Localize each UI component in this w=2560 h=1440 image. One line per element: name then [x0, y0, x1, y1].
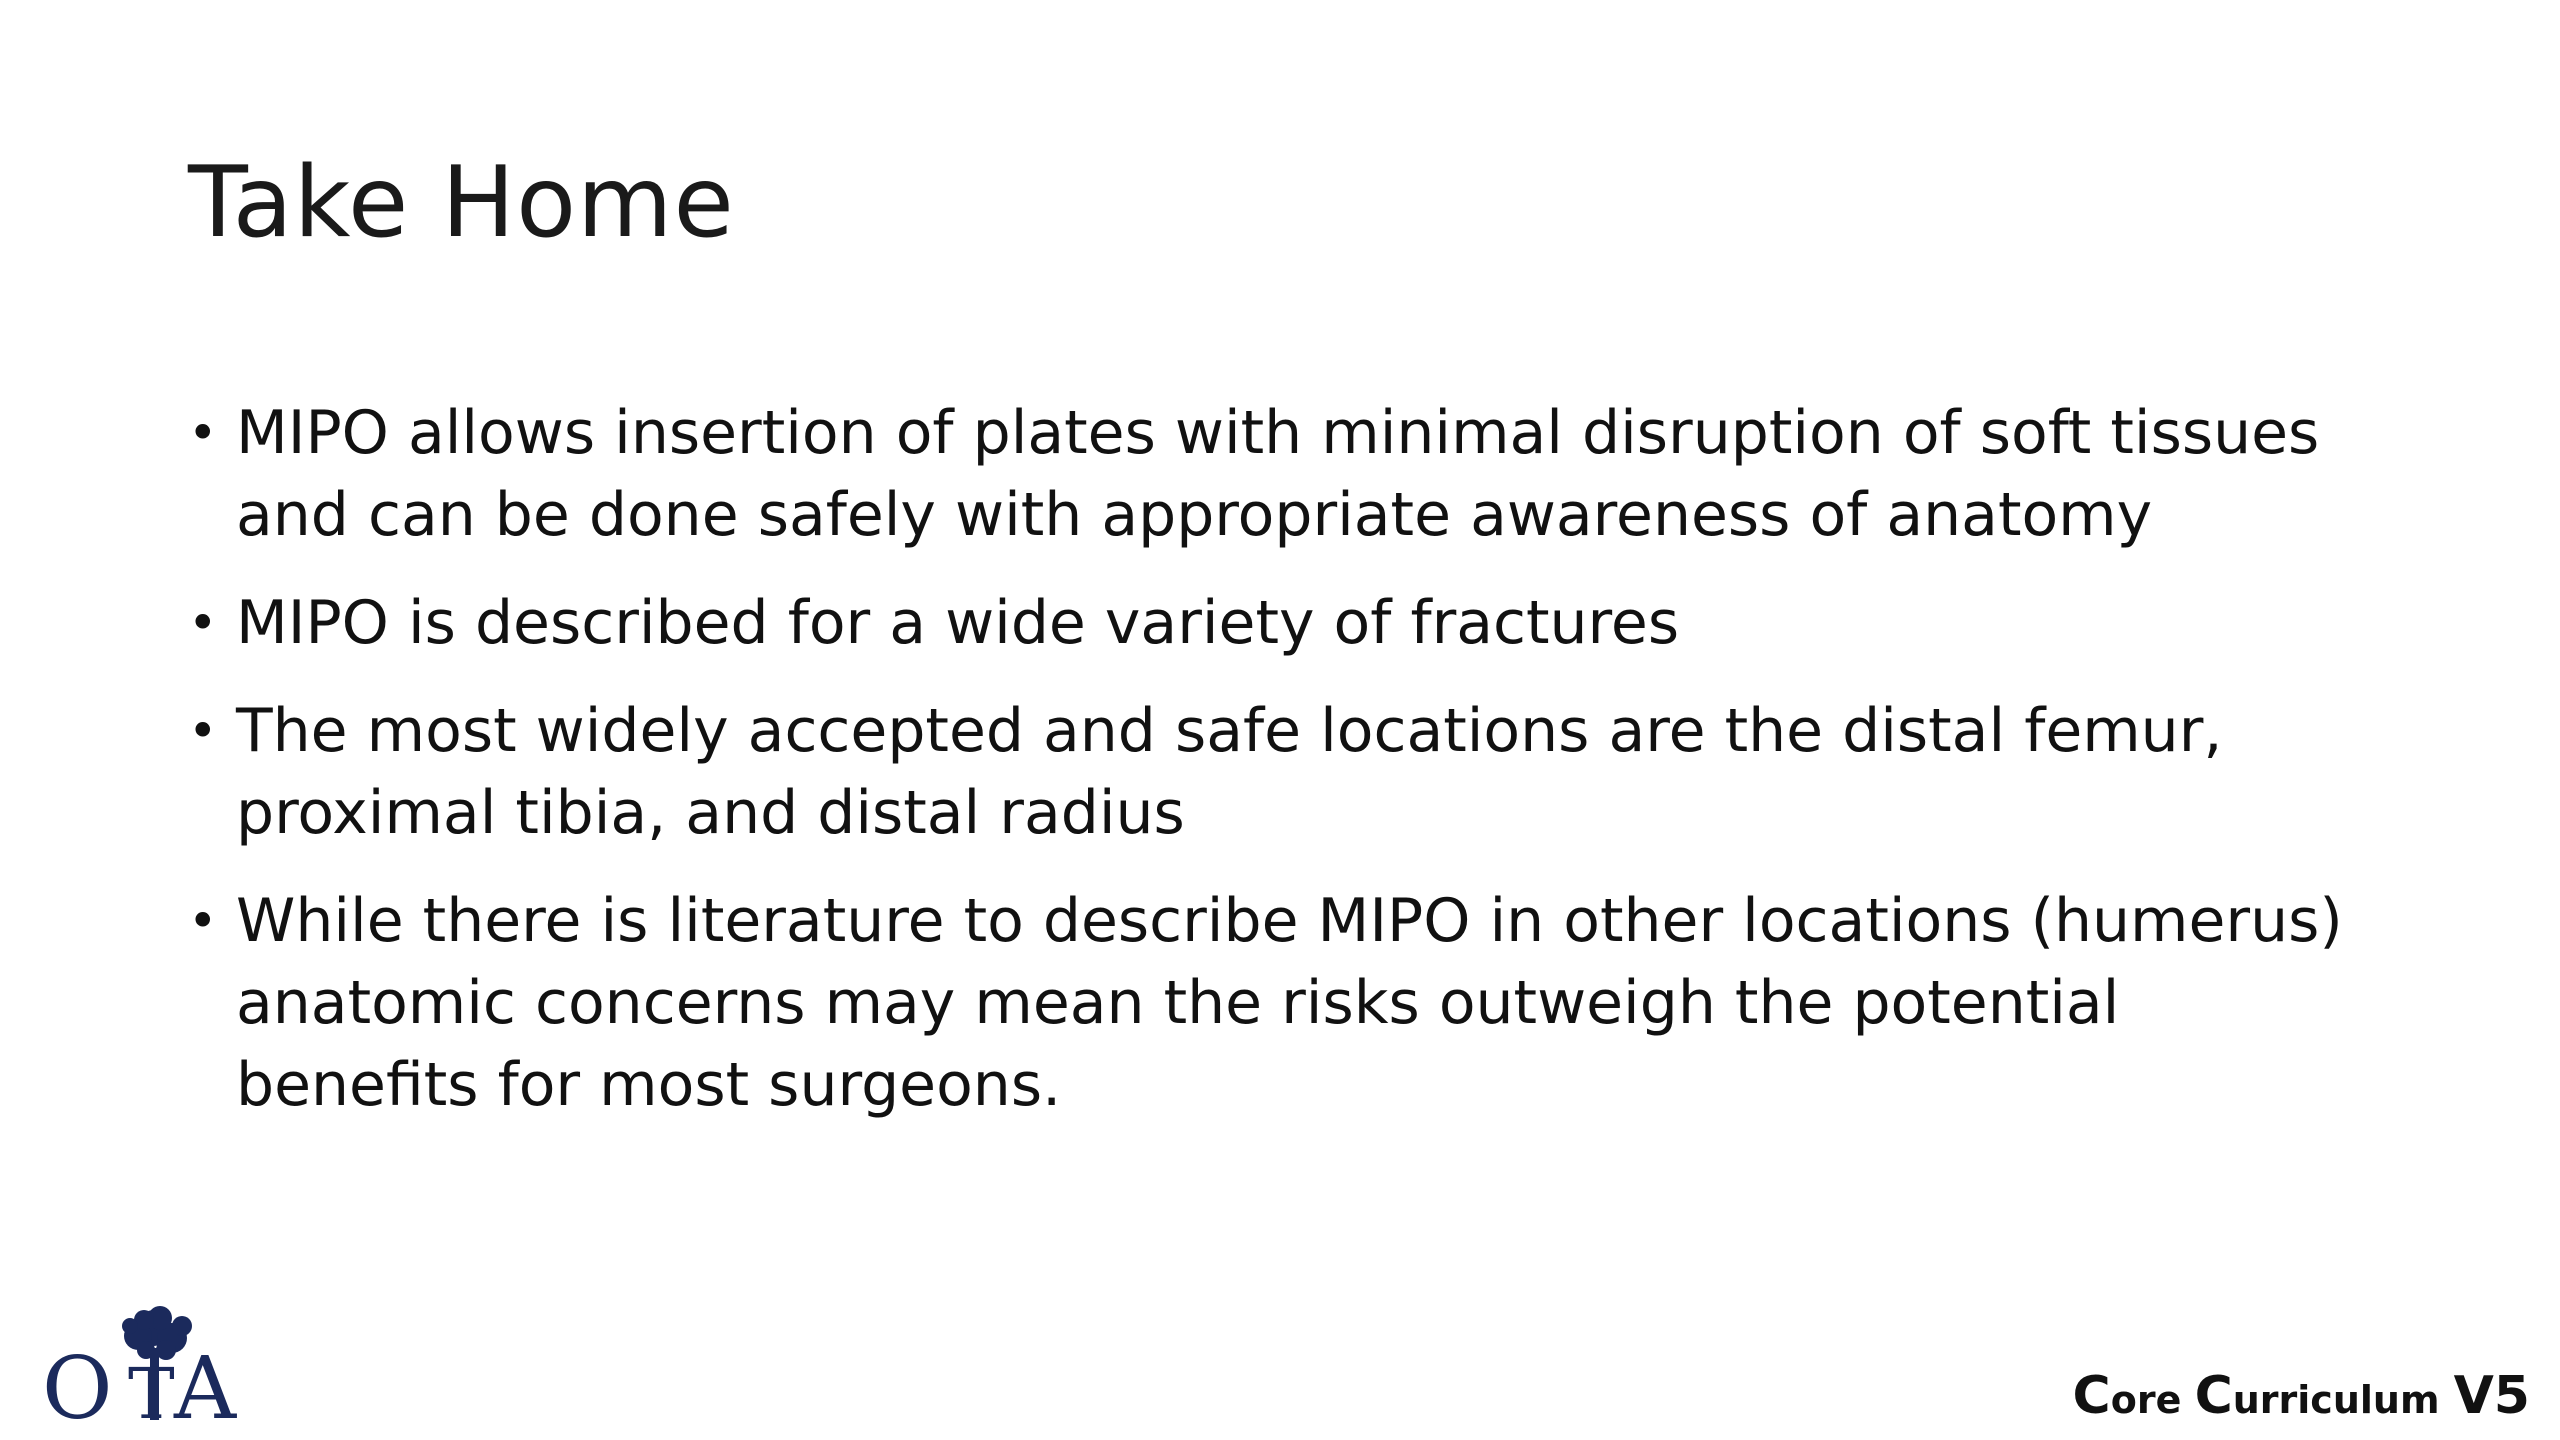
logo-letter-a: A	[174, 1339, 237, 1430]
bullet-text: MIPO is described for a wide variety of fractures	[236, 588, 1680, 658]
bullet-item	[188, 880, 2348, 1126]
bullet-list	[188, 392, 2348, 1152]
brand-word: urriculum	[2232, 1378, 2440, 1422]
brand-initial: C	[2072, 1366, 2111, 1426]
bullet-text: MIPO allows insertion of plates with minimal disruption of soft tissues and can be done safely with appropriate awareness of anatomy	[236, 398, 2320, 550]
bullet-text: While there is literature to describe MIPO in other locations (humerus) anatomic concerns may mean the risks outweigh the potential benefits for most surgeons.	[236, 886, 2343, 1120]
bullet-icon: •	[188, 404, 218, 462]
bullet-item	[188, 690, 2348, 854]
brand-word: ore	[2110, 1378, 2195, 1422]
slide-title: Take Home	[188, 146, 735, 260]
brand-initial: C	[2194, 1366, 2233, 1426]
core-curriculum-brand	[2073, 1366, 2530, 1426]
bullet-icon: •	[188, 892, 218, 950]
bullet-text: The most widely accepted and safe locations are the distal femur, proximal tibia, and distal radius	[236, 696, 2223, 848]
logo-letter-t: T	[128, 1353, 175, 1430]
bullet-item	[188, 582, 2348, 664]
bullet-icon: •	[188, 702, 218, 760]
bullet-icon: •	[188, 594, 218, 652]
brand-version: V5	[2453, 1366, 2530, 1426]
bullet-item	[188, 392, 2348, 556]
ota-tree-logo-icon	[42, 1300, 252, 1430]
logo-letter-o: O	[42, 1339, 113, 1430]
